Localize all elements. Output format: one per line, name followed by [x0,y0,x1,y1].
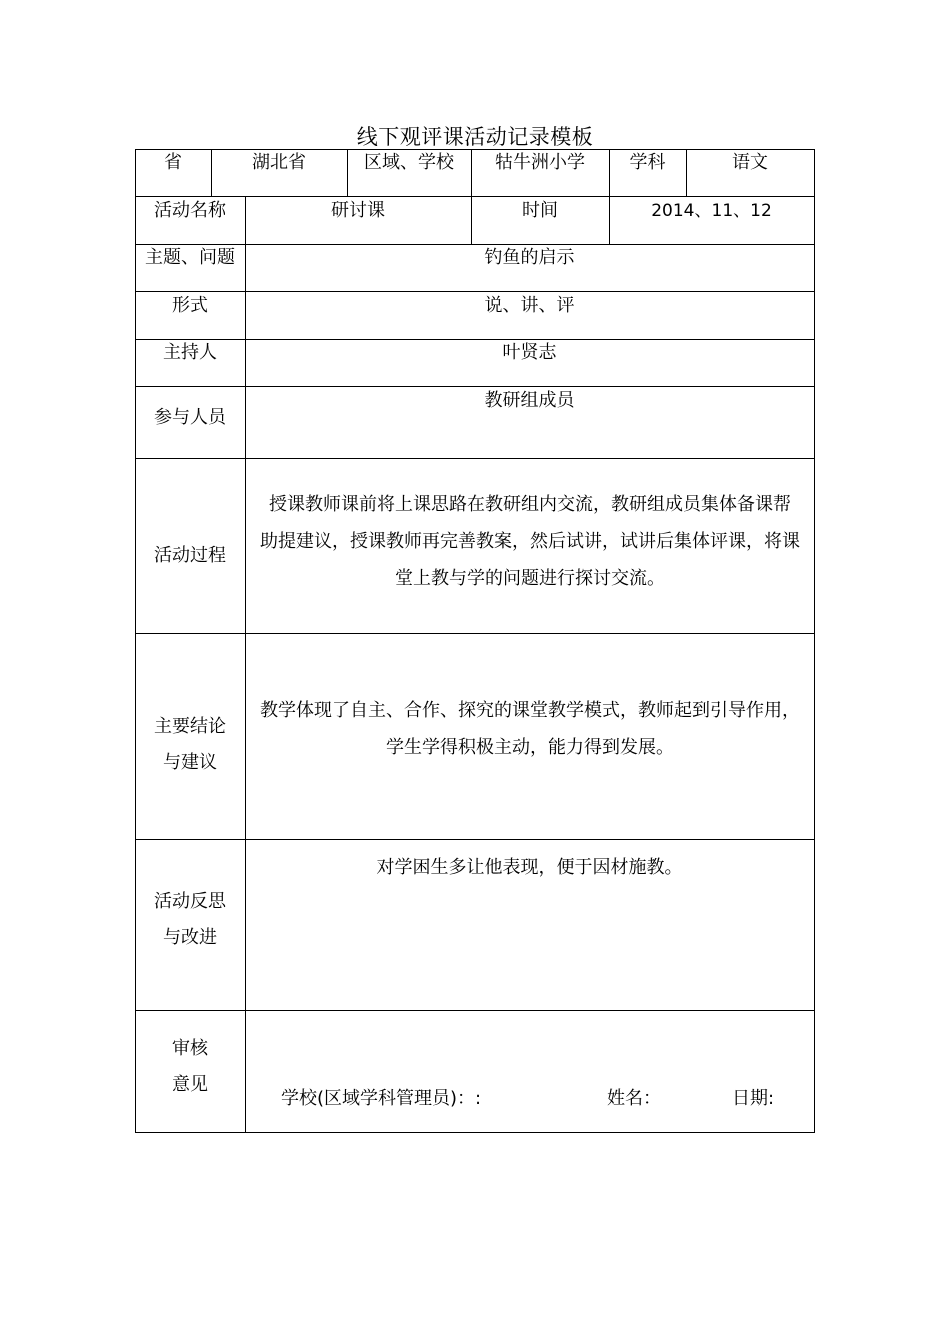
row-divider [135,386,815,387]
document-title: 线下观评课活动记录模板 [356,125,594,149]
conclusion-label [135,709,245,781]
review-label-line: 意见 [172,1074,208,1095]
row-divider [135,339,815,340]
host-value: 叶贤志 [502,342,557,363]
conclusion-text [251,692,809,766]
reflection-label-line: 与改进 [163,927,217,948]
conclusion-line: 教学体现了自主、合作、探究的课堂教学模式，教师起到引导作用， [260,700,800,721]
form-label: 形式 [172,295,208,316]
process-label: 活动过程 [154,545,226,566]
process-text [251,486,809,597]
host-label: 主持人 [163,342,217,363]
table-border-bottom [135,1132,815,1133]
activity-name-label: 活动名称 [154,200,226,221]
topic-value: 钓鱼的启示 [484,247,575,268]
conclusion-label-line: 与建议 [163,752,217,773]
school-value: 牯牛洲小学 [495,152,585,173]
time-value: 2014、11、12 [651,201,772,221]
review-label [135,1031,245,1103]
row-divider [135,291,815,292]
activity-name-value: 研讨课 [331,200,385,221]
province-value: 湖北省 [252,152,306,173]
province-label: 省 [164,152,182,173]
row-divider [135,839,815,840]
review-name-label: 姓名： [607,1088,661,1109]
table-border-top [135,149,815,150]
table-border-right [814,149,815,1133]
conclusion-label-line: 主要结论 [154,716,226,737]
review-school-label: 学校(区域学科管理员)：: [281,1088,482,1109]
form-value: 说、讲、评 [484,295,575,316]
reflection-value: 对学困生多让他表现，便于因材施教。 [376,857,683,878]
process-line: 堂上教与学的问题进行探讨交流。 [395,568,665,589]
row-divider [135,458,815,459]
subject-value: 语文 [732,152,768,173]
row-divider [135,1010,815,1011]
row-divider [135,196,815,197]
review-date-label: 日期: [732,1088,775,1109]
process-line: 助提建议，授课教师再完善教案，然后试讲，试讲后集体评课，将课 [260,531,800,552]
participants-value: 教研组成员 [484,390,575,411]
region-school-label: 区域、学校 [364,152,454,173]
reflection-label-line: 活动反思 [154,891,226,912]
reflection-label [135,884,245,956]
topic-label: 主题、问题 [145,247,235,268]
conclusion-line: 学生学得积极主动，能力得到发展。 [386,737,674,758]
participants-label: 参与人员 [154,407,226,428]
row-divider [135,633,815,634]
label-column-divider [245,196,246,1133]
process-line: 授课教师课前将上课思路在教研组内交流，教研组成员集体备课帮 [269,494,791,515]
subject-label: 学科 [629,152,666,173]
row-divider [135,244,815,245]
time-label: 时间 [522,200,558,221]
review-label-line: 审核 [172,1038,208,1059]
